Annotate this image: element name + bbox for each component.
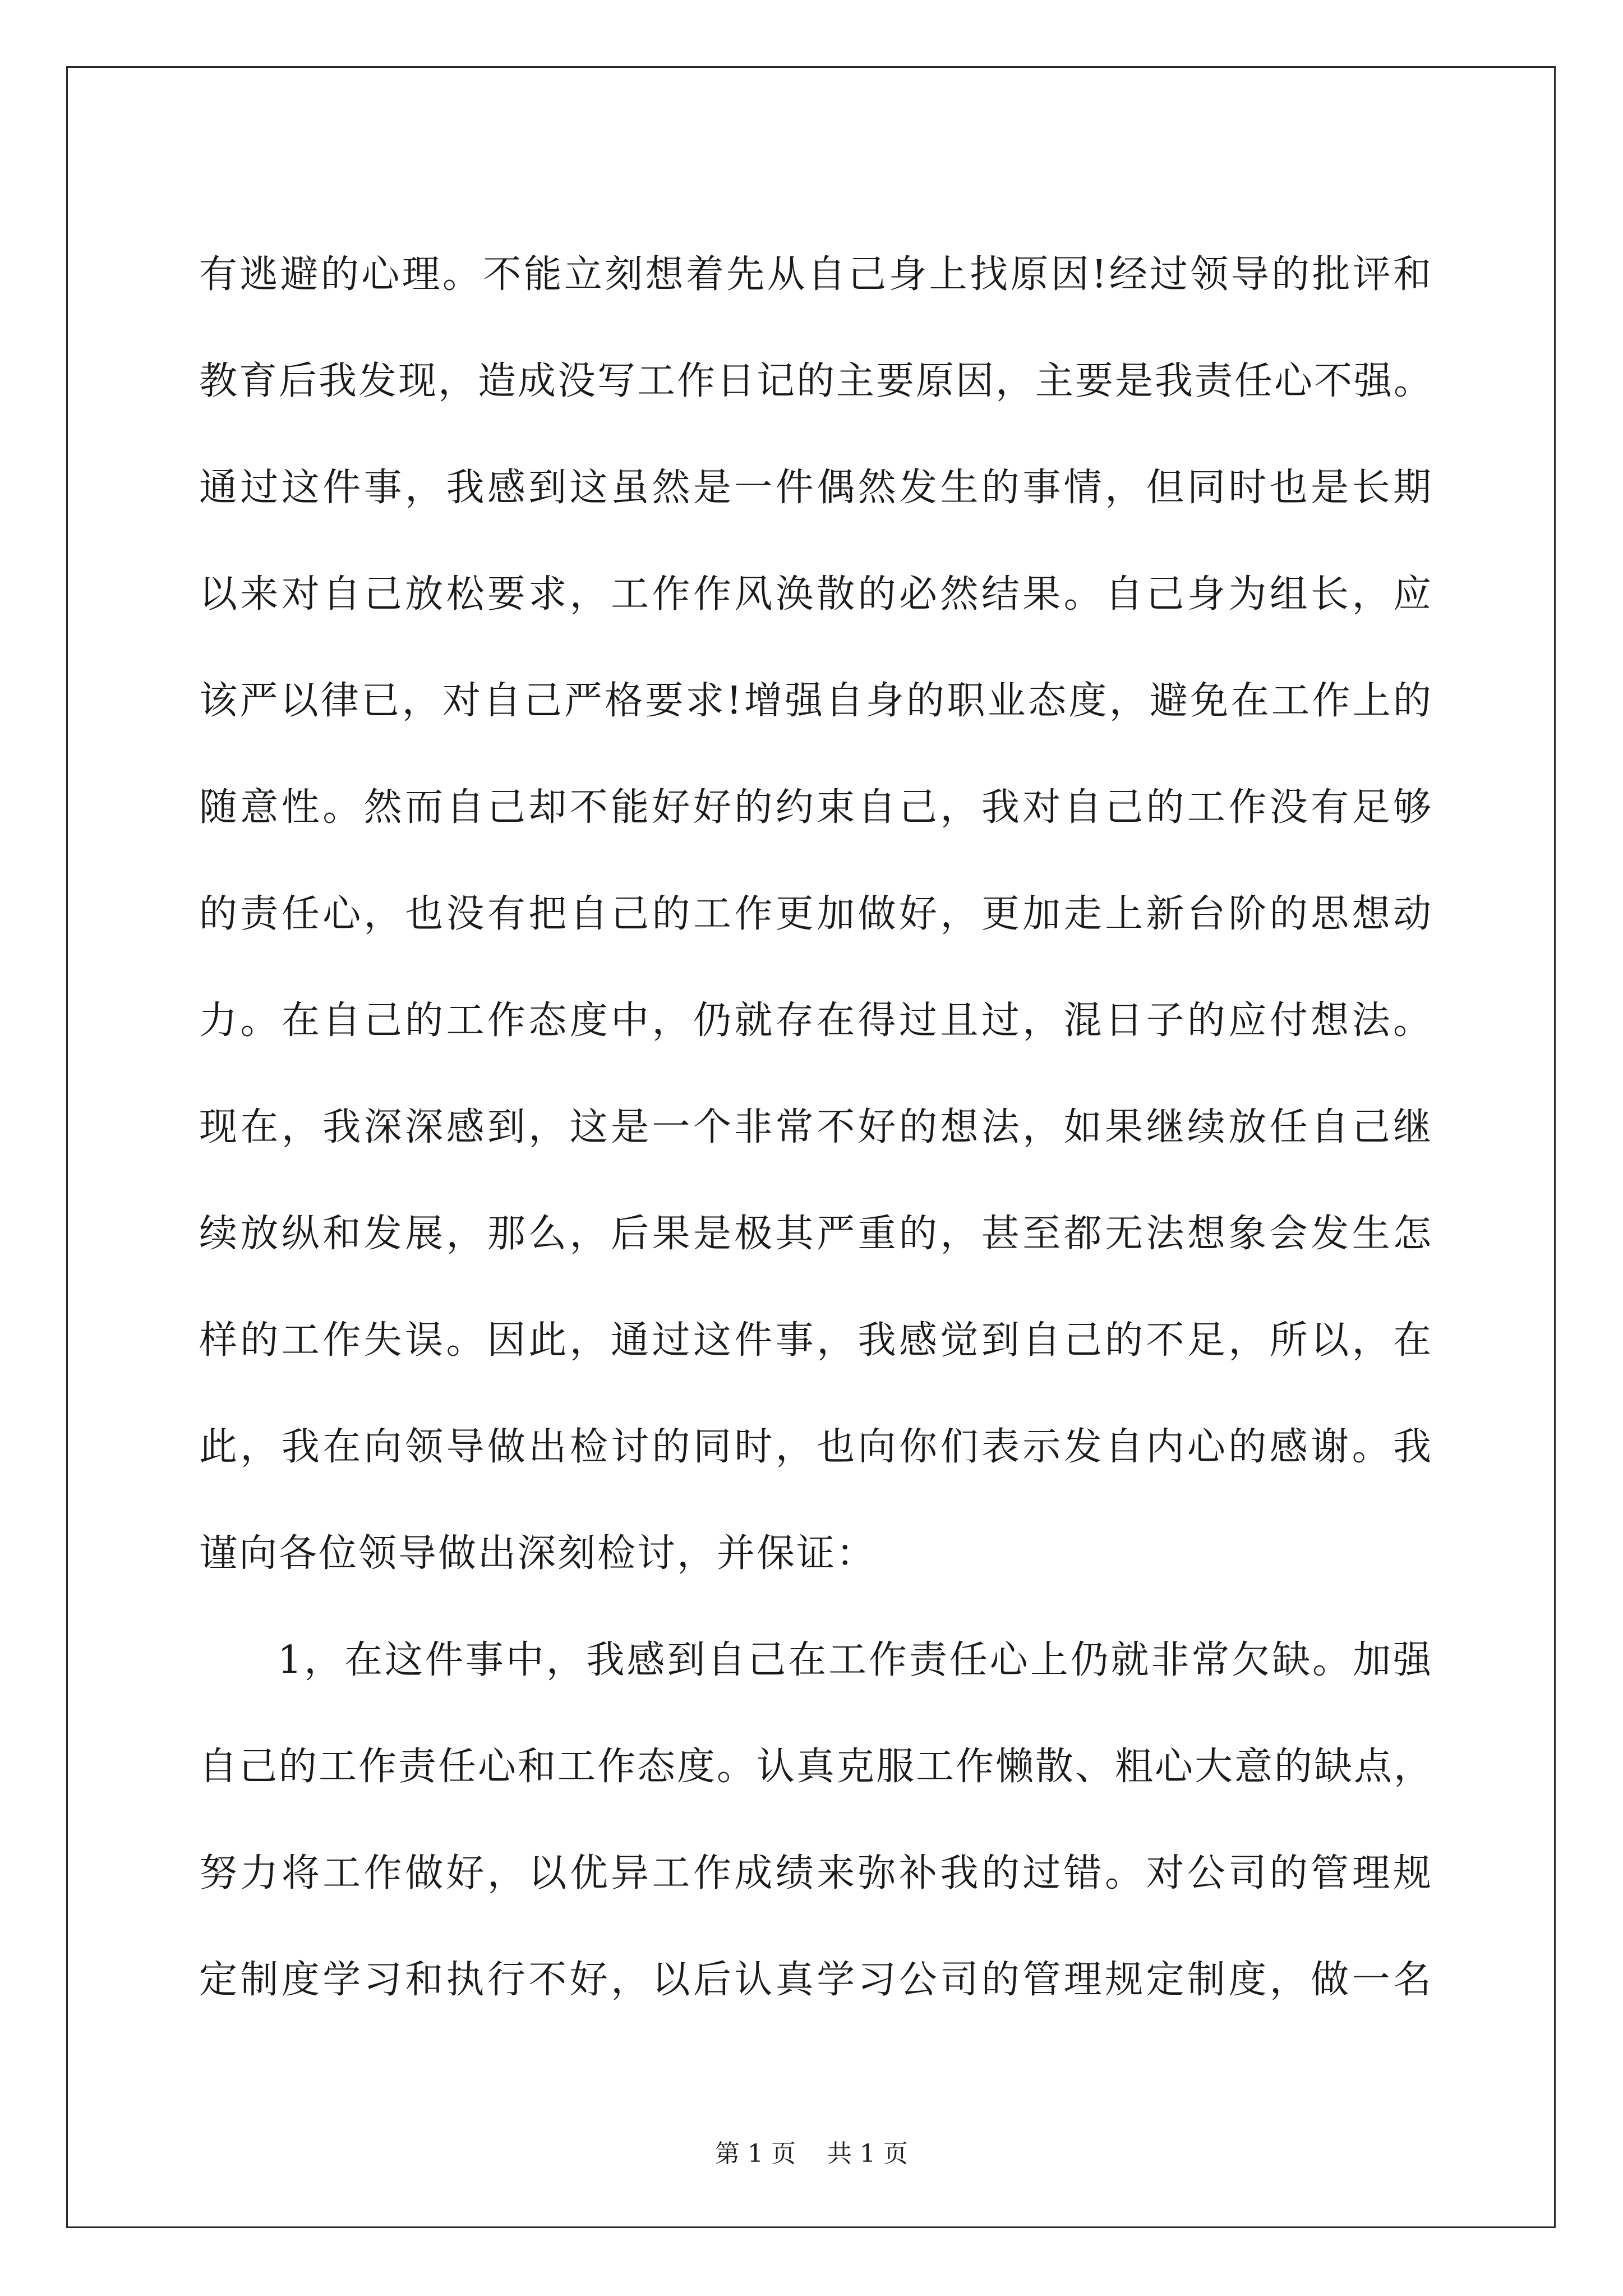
text-line: 定制度学习和执行不好，以后认真学习公司的管理规定制度，做一名 (199, 1958, 1433, 2002)
text-line: 力。在自己的工作态度中，仍就存在得过且过，混日子的应付想法。 (199, 999, 1433, 1043)
text-line: 随意性。然而自己却不能好好的约束自己，我对自己的工作没有足够 (199, 785, 1433, 830)
text-line: 有逃避的心理。不能立刻想着先从自己身上找原因!经过领导的批评和 (199, 252, 1433, 297)
text-line: 续放纵和发展，那么，后果是极其严重的，甚至都无法想象会发生怎 (199, 1212, 1433, 1256)
text-line: 教育后我发现，造成没写工作日记的主要原因，主要是我责任心不强。 (199, 359, 1434, 403)
text-line: 以来对自己放松要求，工作作风涣散的必然结果。自己身为组长，应 (199, 572, 1433, 616)
text-line: 努力将工作做好，以优异工作成绩来弥补我的过错。对公司的管理规 (199, 1851, 1433, 1895)
text-line: 此，我在向领导做出检讨的同时，也向你们表示发自内心的感谢。我 (199, 1425, 1433, 1469)
text-line: 的责任心，也没有把自己的工作更加做好，更加走上新台阶的思想动 (199, 892, 1433, 936)
text-line: 现在，我深深感到，这是一个非常不好的想法，如果继续放任自己继 (199, 1105, 1433, 1149)
text-line: 自己的工作责任心和工作态度。认真克服工作懒散、粗心大意的缺点， (199, 1745, 1434, 1789)
text-line: 样的工作失误。因此，通过这件事，我感觉到自己的不足，所以，在 (199, 1318, 1433, 1363)
text-line: 该严以律已，对自己严格要求!增强自身的职业态度，避免在工作上的 (199, 679, 1433, 723)
document-body (199, 222, 1433, 2033)
text-line: 1，在这件事中，我感到自己在工作责任心上仍就非常欠缺。加强 (278, 1638, 1433, 1682)
text-line: 通过这件事，我感到这虽然是一件偶然发生的事情，但同时也是长期 (199, 466, 1433, 510)
text-line: 谨向各位领导做出深刻检讨，并保证： (199, 1531, 877, 1576)
page-number-footer: 第 1 页 共 1 页 (715, 2139, 908, 2168)
